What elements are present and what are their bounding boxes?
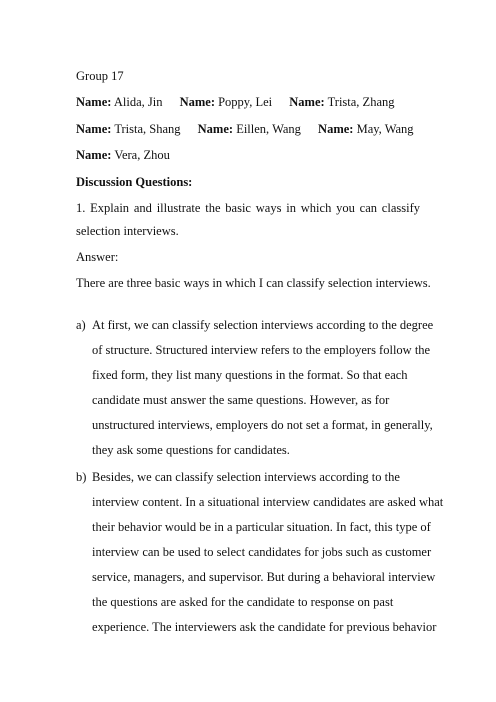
name-field: [180, 95, 273, 109]
list-item-line: fixed form, they list many questions in the format. So that each: [92, 368, 408, 382]
list-item-line: experience. The interviewers ask the candidate for previous behavior: [92, 620, 437, 634]
answer-intro: There are three basic ways in which I can classify selection interviews.: [76, 276, 431, 290]
name-label: Name:: [318, 122, 354, 136]
names-row-3: [76, 148, 170, 162]
member-name: Vera, Zhou: [114, 148, 170, 162]
name-field: [289, 95, 394, 109]
list-marker-a: a): [76, 318, 86, 332]
group-label: Group 17: [76, 69, 124, 83]
list-item-line: unstructured interviews, employers do not set a format, in generally,: [92, 418, 433, 432]
question-line-2: selection interviews.: [76, 224, 179, 238]
list-item-line: At first, we can classify selection interviews according to the degree: [92, 318, 434, 332]
list-item-line: service, managers, and supervisor. But during a behavioral interview: [92, 570, 436, 584]
list-item-line: they ask some questions for candidates.: [92, 443, 290, 457]
member-name: Trista, Zhang: [327, 95, 395, 109]
list-item-line: of structure. Structured interview refers to the employers follow the: [92, 343, 431, 357]
list-marker-b: b): [76, 470, 87, 484]
names-row-1: [76, 95, 395, 109]
list-item-line: candidate must answer the same questions. However, as for: [92, 393, 390, 407]
list-item-line: the questions are asked for the candidate to response on past: [92, 595, 394, 609]
discussion-title: Discussion Questions:: [76, 175, 193, 189]
name-field: [76, 122, 181, 136]
name-field: [198, 122, 301, 136]
name-label: Name:: [76, 122, 112, 136]
question-line-1: 1. Explain and illustrate the basic ways in which you can classify: [76, 201, 420, 215]
name-field: [76, 95, 162, 109]
list-item-line: Besides, we can classify selection interviews according to the: [92, 470, 400, 484]
member-name: Alida, Jin: [113, 95, 163, 109]
name-label: Name:: [197, 122, 234, 136]
answer-label: Answer:: [76, 250, 119, 264]
names-row-2: [76, 122, 414, 136]
member-name: May, Wang: [356, 122, 414, 136]
list-item-line: their behavior would be in a particular situation. In fact, this type of: [92, 520, 431, 534]
name-label: Name:: [76, 95, 112, 109]
member-name: Poppy, Lei: [218, 95, 273, 109]
name-label: Name:: [289, 95, 325, 109]
name-label: Name:: [76, 148, 112, 162]
list-item-line: interview content. In a situational interview candidates are asked what: [92, 495, 444, 509]
name-label: Name:: [179, 95, 215, 109]
name-field: [76, 148, 170, 162]
list-item-line: interview can be used to select candidates for jobs such as customer: [92, 545, 432, 559]
member-name: Trista, Shang: [114, 122, 181, 136]
name-field: [318, 122, 414, 136]
member-name: Eillen, Wang: [236, 122, 301, 136]
